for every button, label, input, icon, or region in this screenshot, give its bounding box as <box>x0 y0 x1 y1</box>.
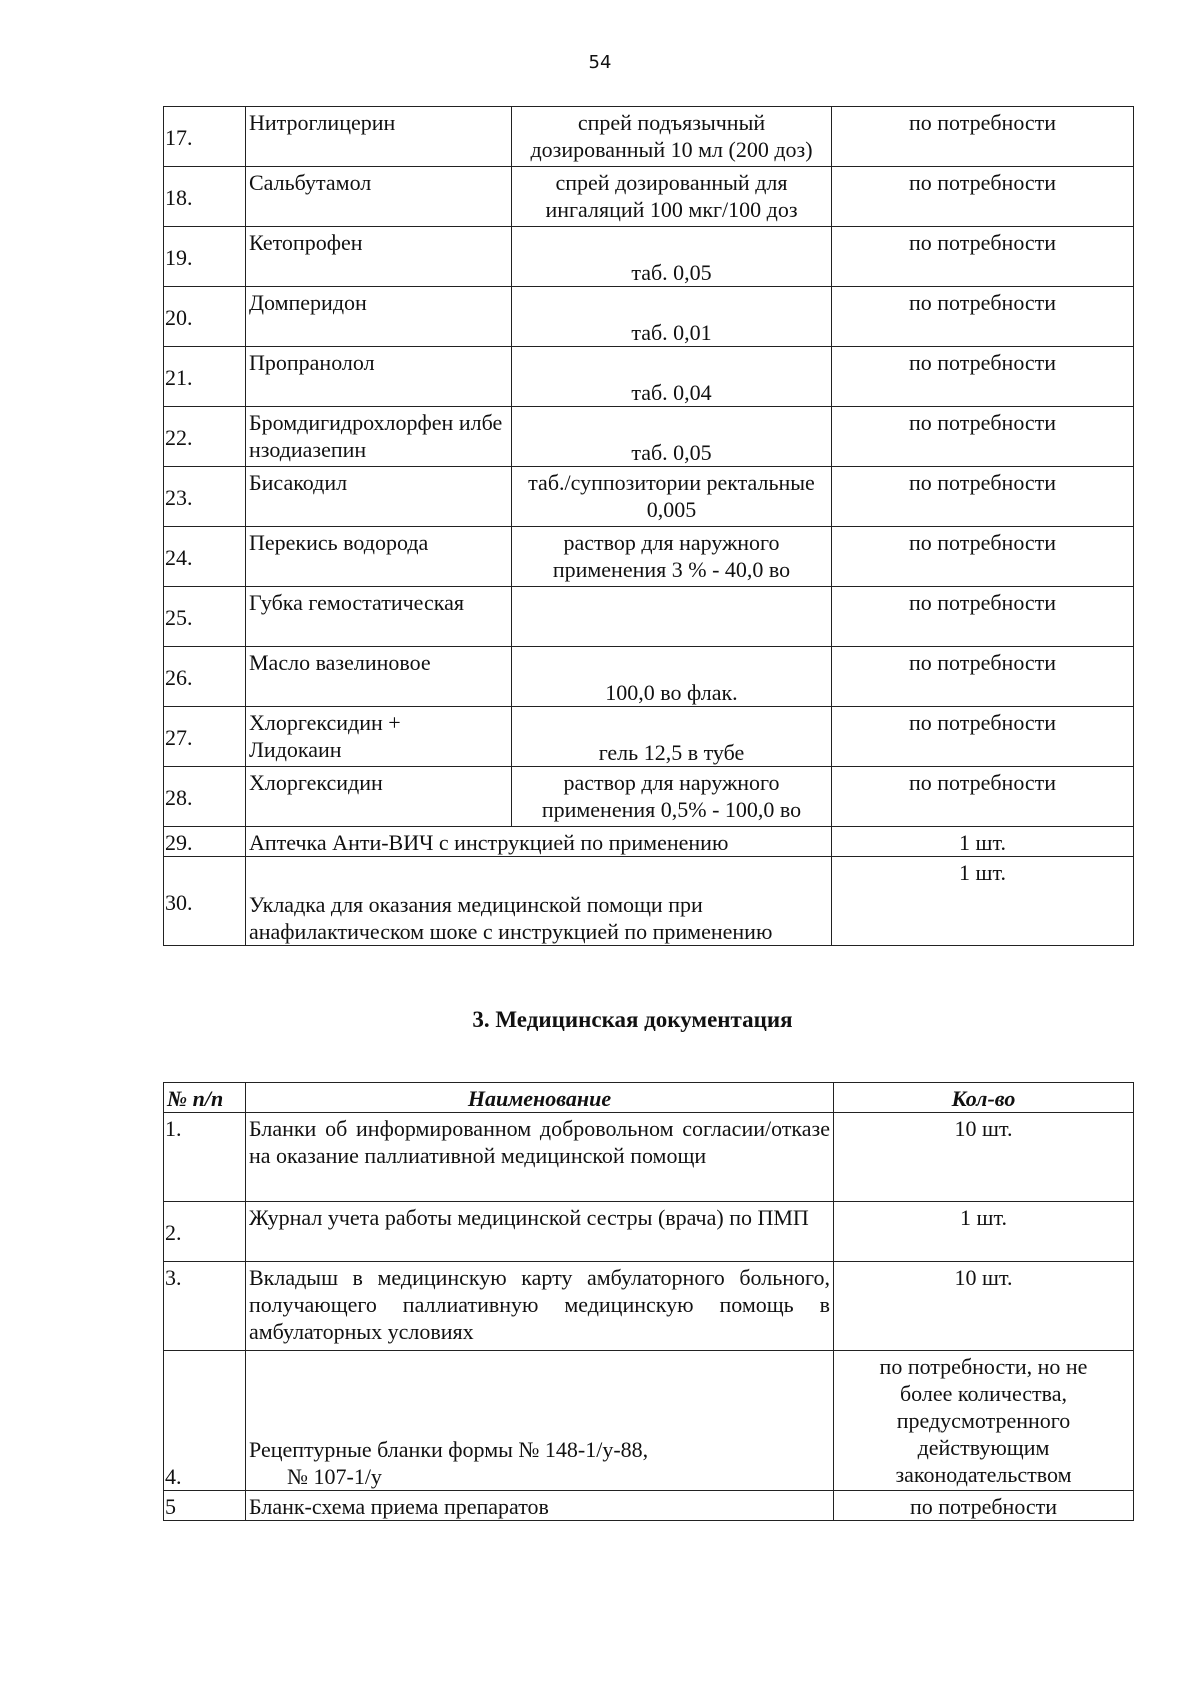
row-number: 19. <box>164 227 246 287</box>
drug-quantity: по потребности <box>832 767 1134 827</box>
table-row <box>164 767 1134 827</box>
document-quantity: по потребности <box>834 1491 1134 1521</box>
table-row <box>164 1113 1134 1202</box>
drug-quantity: по потребности <box>832 467 1134 527</box>
row-number: 21. <box>164 347 246 407</box>
document-name: Бланки об информированном добровольном согласии/отказе на оказание паллиативной медицинской помощи <box>246 1113 834 1202</box>
table-row <box>164 167 1134 227</box>
document-quantity: по потребности, но не более количества, предусмотренного действующим законодательством <box>834 1351 1134 1491</box>
document-name-line-2: № 107-1/у <box>287 1464 382 1489</box>
document-quantity: 10 шт. <box>834 1113 1134 1202</box>
document-name <box>246 1351 834 1491</box>
drug-form: спрей подъязычный дозированный 10 мл (200 доз) <box>512 107 832 167</box>
row-number: 4. <box>164 1351 246 1491</box>
drug-quantity: по потребности <box>832 407 1134 467</box>
table-row <box>164 467 1134 527</box>
table-row <box>164 527 1134 587</box>
section-title: 3. Медицинская документация <box>472 1007 793 1032</box>
table-row <box>164 1202 1134 1262</box>
table-row <box>164 587 1134 647</box>
table-row <box>164 857 1134 946</box>
drug-name: Укладка для оказания медицинской помощи при анафилактическом шоке с инструкцией по применению <box>246 857 832 946</box>
drug-quantity: по потребности <box>832 347 1134 407</box>
row-number: 24. <box>164 527 246 587</box>
drug-name: Масло вазелиновое <box>246 647 512 707</box>
row-number: 2. <box>164 1202 246 1262</box>
drug-form <box>512 587 832 647</box>
drug-name: Хлоргексидин <box>246 767 512 827</box>
drug-quantity: по потребности <box>832 287 1134 347</box>
column-header-quantity: Кол-во <box>834 1083 1134 1113</box>
drug-name: Хлоргексидин + Лидокаин <box>246 707 512 767</box>
table-row <box>164 1491 1134 1521</box>
row-number: 1. <box>164 1113 246 1202</box>
table-row <box>164 827 1134 857</box>
document-name: Бланк-схема приема препаратов <box>246 1491 834 1521</box>
document-quantity: 1 шт. <box>834 1202 1134 1262</box>
document-name-line-1: Рецептурные бланки формы № 148-1/у-88, <box>249 1437 649 1462</box>
table-row <box>164 347 1134 407</box>
drug-form: гель 12,5 в тубе <box>512 707 832 767</box>
row-number: 29. <box>164 827 246 857</box>
row-number: 3. <box>164 1262 246 1351</box>
row-number: 25. <box>164 587 246 647</box>
row-number: 30. <box>164 857 246 946</box>
table-row <box>164 287 1134 347</box>
table-row <box>164 1262 1134 1351</box>
drug-name: Сальбутамол <box>246 167 512 227</box>
drug-form: спрей дозированный для ингаляций 100 мкг/100 доз <box>512 167 832 227</box>
row-number: 27. <box>164 707 246 767</box>
drug-name: Бромдигидрохлорфен илбензодиазепин <box>246 407 512 467</box>
drug-name: Бисакодил <box>246 467 512 527</box>
drug-quantity: по потребности <box>832 707 1134 767</box>
table-row <box>164 407 1134 467</box>
drug-form: таб. 0,05 <box>512 227 832 287</box>
drug-quantity: по потребности <box>832 167 1134 227</box>
table-row <box>164 1351 1134 1491</box>
column-header-name: Наименование <box>246 1083 834 1113</box>
page-number: 54 <box>588 52 612 73</box>
drug-quantity: по потребности <box>832 647 1134 707</box>
drug-form: таб./суппозитории ректальные 0,005 <box>512 467 832 527</box>
documentation-table <box>163 1082 1134 1521</box>
drug-quantity: 1 шт. <box>832 857 1134 946</box>
row-number: 18. <box>164 167 246 227</box>
drug-name: Пропранолол <box>246 347 512 407</box>
document-name: Журнал учета работы медицинской сестры (врача) по ПМП <box>246 1202 834 1262</box>
drug-form: таб. 0,01 <box>512 287 832 347</box>
drug-quantity: по потребности <box>832 587 1134 647</box>
drug-name: Домперидон <box>246 287 512 347</box>
document-name: Вкладыш в медицинскую карту амбулаторного больного, получающего паллиативную медицинскую помощь в амбулаторных условиях <box>246 1262 834 1351</box>
drug-name: Нитроглицерин <box>246 107 512 167</box>
drug-quantity: по потребности <box>832 107 1134 167</box>
table-row <box>164 647 1134 707</box>
medications-table <box>163 106 1134 946</box>
table-row <box>164 227 1134 287</box>
drug-form: 100,0 во флак. <box>512 647 832 707</box>
drug-quantity: по потребности <box>832 527 1134 587</box>
drug-name: Губка гемостатическая <box>246 587 512 647</box>
drug-form: таб. 0,04 <box>512 347 832 407</box>
table-header-row <box>164 1083 1134 1113</box>
row-number: 23. <box>164 467 246 527</box>
drug-quantity: 1 шт. <box>832 827 1134 857</box>
row-number: 22. <box>164 407 246 467</box>
column-header-number: № п/п <box>164 1083 246 1113</box>
drug-form: таб. 0,05 <box>512 407 832 467</box>
document-quantity: 10 шт. <box>834 1262 1134 1351</box>
row-number: 26. <box>164 647 246 707</box>
drug-form: раствор для наружного применения 0,5% - 100,0 во <box>512 767 832 827</box>
drug-name: Аптечка Анти-ВИЧ с инструкцией по применению <box>246 827 832 857</box>
drug-name: Кетопрофен <box>246 227 512 287</box>
table-row <box>164 707 1134 767</box>
row-number: 5 <box>164 1491 246 1521</box>
row-number: 17. <box>164 107 246 167</box>
row-number: 28. <box>164 767 246 827</box>
row-number: 20. <box>164 287 246 347</box>
drug-form: раствор для наружного применения 3 % - 40,0 во <box>512 527 832 587</box>
drug-quantity: по потребности <box>832 227 1134 287</box>
drug-name: Перекись водорода <box>246 527 512 587</box>
table-row <box>164 107 1134 167</box>
